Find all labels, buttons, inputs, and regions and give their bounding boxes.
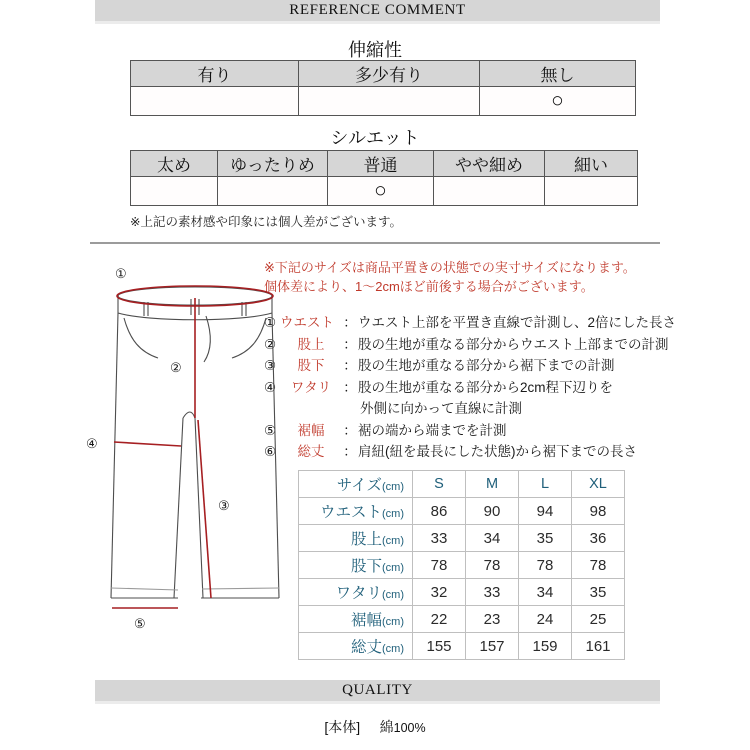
diagram-callout-2: ②	[170, 360, 182, 375]
measurement-item-6-number: ⑥	[264, 444, 277, 459]
quality-banner	[95, 680, 660, 701]
measurement-item-1-desc: ウエスト上部を平置き直線で計測し、2倍にした長さ	[358, 315, 677, 330]
quality-composition	[0, 717, 750, 737]
measurement-intro	[264, 258, 636, 296]
measurement-item-4-desc: 股の生地が重なる部分から2cm程下辺りを	[358, 379, 614, 395]
measurement-item-3-label: 股下	[297, 358, 325, 373]
stretch-header-cell-2: 無し	[480, 61, 636, 87]
silhouette-header-row	[131, 151, 638, 177]
measurement-item-3	[264, 355, 676, 377]
stretch-value-cell-1	[299, 87, 480, 116]
quality-composition-percent: 100%	[393, 721, 426, 735]
table-row	[299, 633, 625, 660]
size-table	[298, 470, 625, 660]
stretch-header-cell-0: 有り	[131, 61, 299, 87]
silhouette-table	[130, 150, 638, 206]
size-cell-inseam-l: 78	[519, 552, 572, 579]
pants-measurement-diagram	[78, 258, 313, 668]
size-row-label-rise-unit: (cm)	[382, 535, 404, 547]
table-row	[299, 525, 625, 552]
size-cell-waist-l: 94	[519, 498, 572, 525]
measurement-item-4-label: ワタリ	[290, 379, 332, 395]
size-cell-inseam-s: 78	[413, 552, 466, 579]
material-impression-note: ※上記の素材感や印象には個人差がございます。	[130, 215, 402, 229]
measurement-item-4-cont-text: 外側に向かって直線に計測	[360, 401, 522, 416]
measurement-item-2-desc: 股の生地が重なる部分からウエスト上部までの計測	[358, 336, 669, 352]
size-cell-total-s: 155	[413, 633, 466, 660]
measurement-item-4-colon: ：	[343, 379, 357, 395]
size-cell-rise-xl: 36	[572, 525, 625, 552]
silhouette-value-row	[131, 177, 638, 206]
size-cell-total-m: 157	[466, 633, 519, 660]
size-cell-hem-m: 23	[466, 606, 519, 633]
size-row-label-rise	[299, 525, 413, 552]
size-table-col-m: M	[466, 471, 519, 498]
measurement-intro-line-1: ※下記のサイズは商品平置きの状態での実寸サイズになります。	[264, 260, 636, 275]
stretch-value-cell-2	[480, 87, 636, 116]
stretch-selected-mark: ○	[551, 88, 564, 112]
table-row	[299, 579, 625, 606]
size-row-label-waist	[299, 498, 413, 525]
size-row-label-thigh-unit: (cm)	[382, 589, 404, 601]
quality-banner-label: QUALITY	[342, 682, 413, 698]
size-cell-rise-s: 33	[413, 525, 466, 552]
measurement-item-4-number: ④	[264, 379, 277, 395]
measurement-item-5	[264, 420, 676, 442]
size-table-col-l: L	[519, 471, 572, 498]
measurement-item-3-colon: ：	[343, 358, 357, 373]
size-row-label-inseam	[299, 552, 413, 579]
size-row-label-inseam-unit: (cm)	[382, 562, 404, 574]
silhouette-header-cell-4: 細い	[545, 151, 638, 177]
size-cell-rise-m: 34	[466, 525, 519, 552]
silhouette-value-cell-1	[218, 177, 328, 206]
reference-comment-banner	[95, 0, 660, 21]
size-row-label-thigh-text: ワタリ	[335, 585, 382, 602]
size-row-label-total-text: 総丈	[350, 639, 382, 656]
size-cell-rise-l: 35	[519, 525, 572, 552]
size-row-label-hem-unit: (cm)	[382, 616, 404, 628]
size-cell-thigh-l: 34	[519, 579, 572, 606]
size-table-col-xl: XL	[572, 471, 625, 498]
silhouette-value-cell-3	[434, 177, 545, 206]
measurement-item-2-label: 股上	[297, 336, 325, 352]
diagram-callout-5: ⑤	[134, 616, 146, 631]
size-table-col-s: S	[413, 471, 466, 498]
measurement-item-1	[264, 312, 676, 334]
size-cell-inseam-m: 78	[466, 552, 519, 579]
measurement-item-1-label: ウエスト	[280, 315, 334, 330]
section-divider	[90, 242, 660, 244]
size-row-label-waist-text: ウエスト	[319, 504, 382, 521]
quality-composition-part: [本体]	[324, 719, 361, 735]
quality-banner-shadow	[95, 701, 660, 704]
measurement-item-6	[264, 441, 676, 463]
size-row-label-waist-unit: (cm)	[382, 508, 404, 520]
measurement-item-4	[264, 377, 676, 399]
size-cell-hem-l: 24	[519, 606, 572, 633]
stretch-header-row	[131, 61, 636, 87]
measurement-item-5-number: ⑤	[264, 422, 277, 438]
stretch-heading: 伸縮性	[348, 40, 402, 60]
measurement-item-3-number: ③	[264, 358, 277, 373]
size-table-corner-text: サイズ	[336, 477, 382, 494]
reference-comment-banner-label: REFERENCE COMMENT	[289, 2, 466, 18]
diagram-callout-1: ①	[115, 266, 127, 281]
measurement-item-6-desc: 肩紐(紐を最長にした状態)から裾下までの長さ	[358, 444, 637, 459]
measurement-item-1-colon: ：	[343, 315, 357, 330]
measurement-item-5-label: 裾幅	[297, 422, 325, 438]
silhouette-header-cell-1: ゆったりめ	[218, 151, 328, 177]
size-row-label-rise-text: 股上	[350, 531, 382, 548]
silhouette-header-cell-3: やや細め	[434, 151, 545, 177]
silhouette-heading: シルエット	[330, 128, 420, 148]
size-row-label-inseam-text: 股下	[350, 558, 382, 575]
size-cell-waist-xl: 98	[572, 498, 625, 525]
measurement-item-2-colon: ：	[343, 336, 357, 352]
table-row	[299, 606, 625, 633]
size-cell-hem-xl: 25	[572, 606, 625, 633]
measurement-definition-list	[264, 312, 676, 463]
stretch-value-cell-0	[131, 87, 299, 116]
silhouette-header-cell-0: 太め	[131, 151, 218, 177]
size-cell-inseam-xl: 78	[572, 552, 625, 579]
silhouette-header-cell-2: 普通	[328, 151, 434, 177]
measurement-item-3-desc: 股の生地が重なる部分から裾下までの計測	[358, 358, 615, 373]
table-row	[299, 552, 625, 579]
size-cell-thigh-xl: 35	[572, 579, 625, 606]
size-row-label-hem-text: 裾幅	[350, 612, 382, 629]
size-table-corner-unit: (cm)	[382, 481, 404, 493]
size-row-label-hem	[299, 606, 413, 633]
size-cell-total-l: 159	[519, 633, 572, 660]
quality-composition-material: 綿	[379, 719, 394, 735]
measurement-intro-line-2: 個体差により、1〜2cmほど前後する場合がございます。	[264, 279, 594, 294]
size-cell-waist-m: 90	[466, 498, 519, 525]
size-row-label-total-unit: (cm)	[382, 643, 404, 655]
measurement-item-5-colon: ：	[343, 422, 357, 438]
measurement-item-2-number: ②	[264, 336, 277, 352]
size-row-label-total	[299, 633, 413, 660]
stretch-table	[130, 60, 636, 116]
measurement-item-2	[264, 334, 676, 356]
measurement-item-4-continuation	[264, 398, 676, 420]
size-cell-waist-s: 86	[413, 498, 466, 525]
measurement-item-5-desc: 裾の端から端までを計測	[358, 422, 507, 438]
silhouette-value-cell-4	[545, 177, 638, 206]
size-cell-hem-s: 22	[413, 606, 466, 633]
size-row-label-thigh	[299, 579, 413, 606]
stretch-value-row	[131, 87, 636, 116]
size-cell-total-xl: 161	[572, 633, 625, 660]
reference-banner-shadow	[95, 21, 660, 24]
table-row	[299, 498, 625, 525]
diagram-callout-3: ③	[218, 498, 230, 513]
pants-illustration-svg	[78, 258, 313, 668]
stretch-header-cell-1: 多少有り	[299, 61, 480, 87]
measurement-item-6-label: 総丈	[297, 444, 325, 459]
size-cell-thigh-m: 33	[466, 579, 519, 606]
silhouette-selected-mark: ○	[374, 178, 387, 202]
measurement-item-6-colon: ：	[343, 444, 357, 459]
diagram-callout-4: ④	[86, 436, 98, 451]
silhouette-value-cell-0	[131, 177, 218, 206]
size-table-corner-label	[299, 471, 413, 498]
size-table-header-row	[299, 471, 625, 498]
silhouette-value-cell-2	[328, 177, 434, 206]
size-cell-thigh-s: 32	[413, 579, 466, 606]
measurement-item-1-number: ①	[264, 315, 277, 330]
